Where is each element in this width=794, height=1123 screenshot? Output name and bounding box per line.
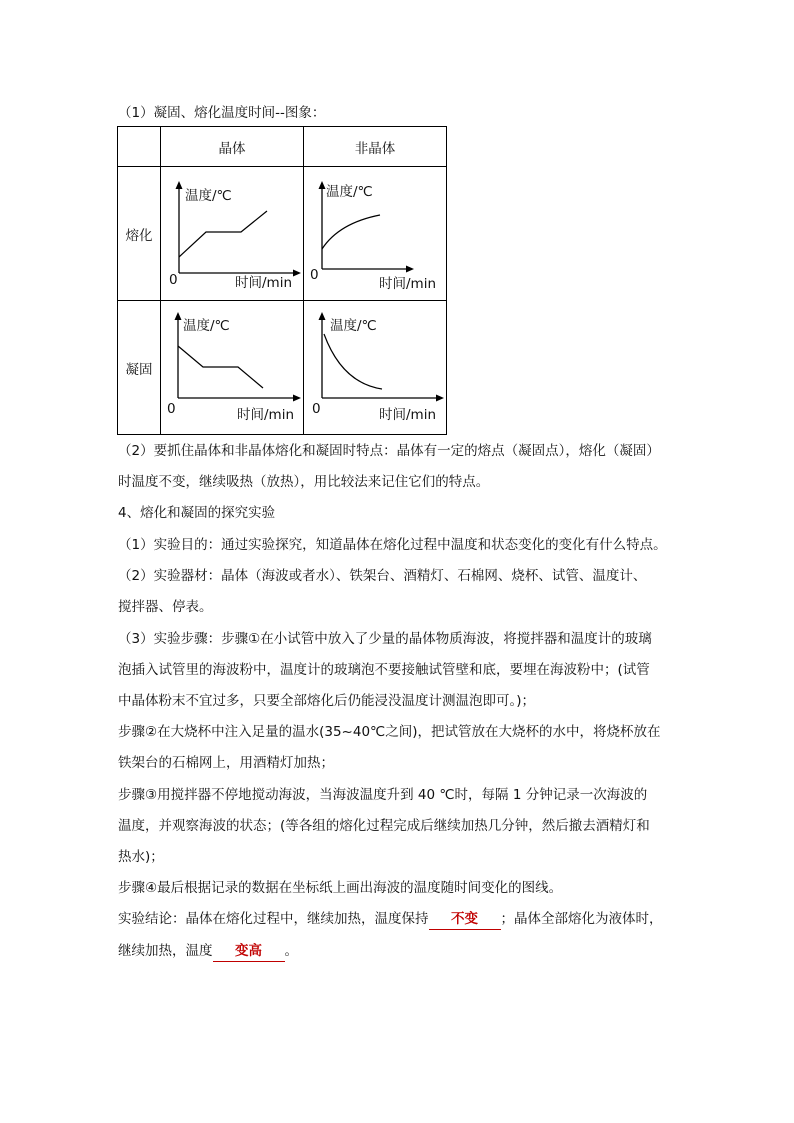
step1-line1: （3）实验步骤：步骤①在小试管中放入了少量的晶体物质海波，将搅拌器和温度计的玻璃 <box>118 631 652 647</box>
graph-noncrystal-melting <box>304 167 446 300</box>
cell-crystal-solidifying <box>161 301 304 435</box>
graph-crystal-solidifying <box>161 301 303 434</box>
experiment-purpose: （1）实验目的：通过实验探究，知道晶体在熔化过程中温度和状态变化的变化有什么特点。 <box>118 537 667 553</box>
equipment-line1: （2）实验器材：晶体（海波或者水）、铁架台、酒精灯、石棉网、烧杯、试管、温度计、 <box>118 568 647 584</box>
row-label-melting: 熔化 <box>118 167 161 301</box>
conclusion-text-2: ；晶体全部熔化为液体时， <box>500 911 663 927</box>
crystal-solidifying-curve <box>178 346 263 388</box>
row-label-solidifying: 凝固 <box>118 301 161 435</box>
graph-crystal-melting <box>161 167 303 300</box>
step2-line1: 步骤②在大烧杯中注入足量的温水(35~40℃之间)，把试管放在大烧杯的水中，将烧杯放在 <box>118 724 661 740</box>
step1-line3: 中晶体粉末不宜过多，只要全部熔化后仍能浸没温度计测温泡即可。)； <box>118 693 536 709</box>
graph-noncrystal-solidifying <box>304 301 446 434</box>
noncrystal-melting-curve <box>322 215 380 249</box>
answer-blank-higher: 变高 <box>213 941 285 962</box>
y-axis-label: 温度/℃ <box>326 184 373 200</box>
cell-noncrystal-melting <box>304 167 447 301</box>
conclusion-line1 <box>118 909 663 930</box>
step4: 步骤④最后根据记录的数据在坐标纸上画出海波的温度随时间变化的图线。 <box>118 880 563 896</box>
noncrystal-solidifying-curve <box>324 334 382 389</box>
conclusion-line2 <box>118 941 298 962</box>
origin-label: 0 <box>312 401 321 417</box>
table-corner-cell <box>118 127 161 167</box>
origin-label: 0 <box>169 272 178 288</box>
para2-line1: （2）要抓住晶体和非晶体熔化和凝固时特点：晶体有一定的熔点（凝固点），熔化（凝固） <box>118 443 660 459</box>
step3-line3: 热水)； <box>118 849 164 865</box>
step3-line2: 温度，并观察海波的状态；(等各组的熔化过程完成后继续加热几分钟，然后撤去酒精灯和 <box>118 818 650 834</box>
answer-blank-unchanged: 不变 <box>429 909 501 930</box>
step2-line2: 铁架台的石棉网上，用酒精灯加热； <box>118 755 334 771</box>
equipment-line2: 搅拌器、停表。 <box>118 599 213 615</box>
temperature-time-graph-table <box>117 126 447 435</box>
y-axis-label: 温度/℃ <box>330 318 377 334</box>
origin-label: 0 <box>310 267 319 283</box>
x-axis-label: 时间/min <box>379 276 437 292</box>
y-axis-label: 温度/℃ <box>183 318 230 334</box>
origin-label: 0 <box>167 401 176 417</box>
para2-line2: 时温度不变，继续吸热（放热），用比较法来记住它们的特点。 <box>118 474 490 490</box>
section1-title: （1）凝固、熔化温度时间--图象： <box>118 105 326 121</box>
step3-line1: 步骤③用搅拌器不停地搅动海波，当海波温度升到 40 ℃时，每隔 1 分钟记录一次海波的 <box>118 787 648 803</box>
section4-title: 4、熔化和凝固的探究实验 <box>118 505 276 521</box>
y-axis-label: 温度/℃ <box>185 188 232 204</box>
header-crystal: 晶体 <box>161 127 304 167</box>
x-axis-label: 时间/min <box>237 407 295 423</box>
cell-noncrystal-solidifying <box>304 301 447 435</box>
step1-line2: 泡插入试管里的海波粉中，温度计的玻璃泡不要接触试管壁和底，要埋在海波粉中；(试管 <box>118 662 650 678</box>
header-noncrystal: 非晶体 <box>304 127 447 167</box>
x-axis-label: 时间/min <box>379 407 437 423</box>
conclusion-text-4: 。 <box>284 943 298 959</box>
cell-crystal-melting <box>161 167 304 301</box>
conclusion-text-3: 继续加热，温度 <box>118 943 213 959</box>
crystal-melting-curve <box>179 211 267 257</box>
x-axis-label: 时间/min <box>235 275 293 291</box>
conclusion-text-1: 实验结论：晶体在熔化过程中，继续加热，温度保持 <box>118 911 429 927</box>
